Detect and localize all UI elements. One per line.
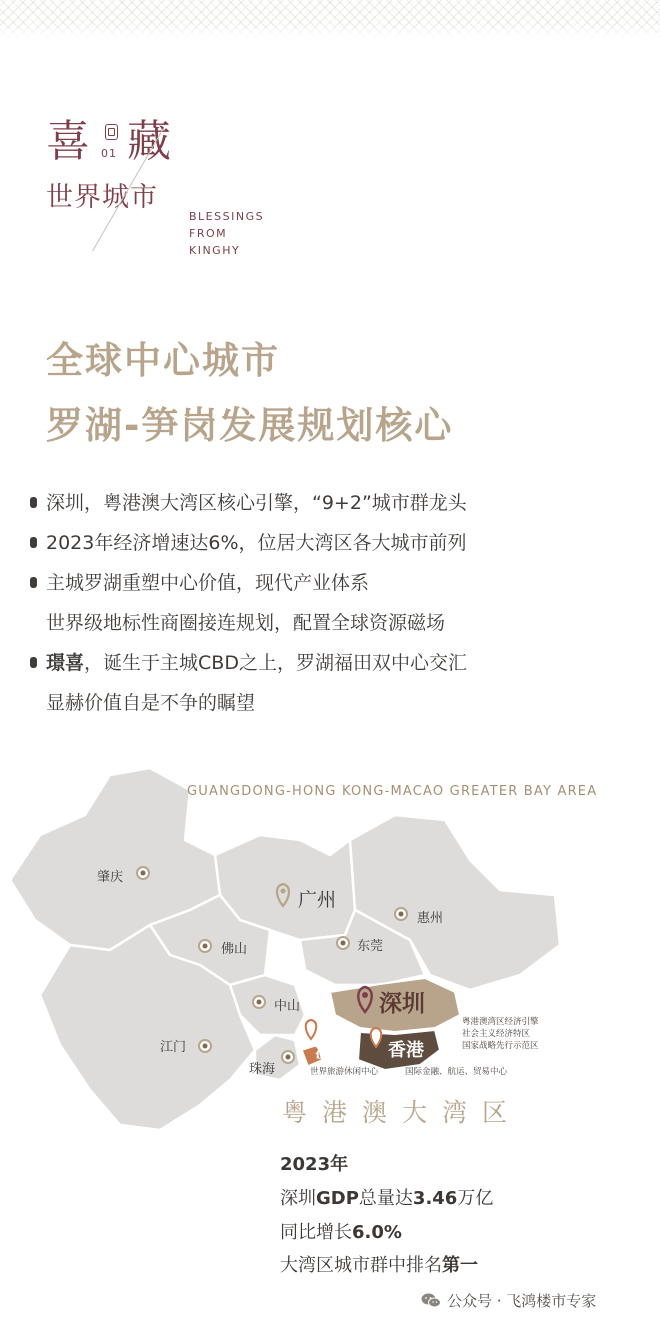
city-label-zhaoqing: 肇庆	[97, 870, 124, 885]
city-label-macau: 澳门	[315, 1041, 351, 1062]
hongkong-note: 国际金融、航运、贸易中心	[405, 1067, 508, 1077]
city-label-hongkong: 香港	[388, 1040, 424, 1061]
stat-year-text: 2023年	[280, 1154, 349, 1175]
title-char-2: 藏	[127, 116, 171, 167]
stat-bold: 第一	[442, 1255, 478, 1276]
stat-text: 万亿	[457, 1188, 494, 1209]
footer-account-text: 公众号 · 飞鸿楼市专家	[447, 1292, 597, 1310]
bullet-icon	[30, 657, 37, 668]
pin-icon	[337, 937, 349, 949]
region-title: 粤港澳大湾区	[282, 1098, 523, 1127]
shenzhen-note: 社会主义经济特区	[462, 1029, 531, 1039]
bullet-continuation: 世界级地标性商圈接连规划，配置全球资源磁场	[46, 612, 446, 634]
decorative-pattern-band	[0, 0, 660, 38]
pin-icon	[253, 996, 265, 1008]
bullet-text: 主城罗湖重塑中心价值，现代产业体系	[46, 572, 370, 594]
bullet-icon	[30, 577, 37, 588]
bullet-text: ，诞生于主城CBD之上，罗湖福田双中心交汇	[84, 652, 467, 674]
blessing-line: KINGHY	[189, 244, 241, 257]
bullet-item	[30, 648, 467, 675]
city-label-jiangmen: 江门	[160, 1040, 187, 1055]
city-label-huizhou: 惠州	[417, 911, 444, 926]
bullet-item	[30, 528, 467, 555]
shenzhen-note: 国家战略先行示范区	[462, 1041, 539, 1051]
city-label-dongguan: 东莞	[357, 939, 384, 954]
bullet-icon	[30, 537, 37, 548]
city-label-shenzhen: 深圳	[379, 991, 425, 1017]
pin-icon	[282, 1051, 294, 1063]
city-label-guangzhou: 广州	[298, 889, 337, 911]
macau-note: 世界旅游休闲中心	[310, 1067, 379, 1077]
bullet-lead: 璟喜	[46, 652, 85, 674]
page-subtitle: 世界城市	[46, 182, 158, 213]
stat-bold: GDP	[316, 1188, 359, 1209]
stat-year	[280, 1150, 348, 1176]
footer-account[interactable]	[421, 1290, 596, 1311]
headline-line-1: 全球中心城市	[46, 339, 280, 382]
stat-text: 大湾区城市群中排名	[280, 1255, 442, 1276]
headline-line-2: 罗湖-笋岗发展规划核心	[46, 404, 454, 447]
bullet-text: 2023年经济增速达6%，位居大湾区各大城市前列	[46, 532, 467, 554]
city-label-foshan: 佛山	[221, 942, 248, 957]
map-caption: GUANGDONG-HONG KONG-MACAO GREATER BAY AREA	[187, 784, 598, 799]
stat-text: 总量达	[358, 1188, 413, 1209]
city-label-zhongshan: 中山	[274, 999, 301, 1014]
issue-number: 01	[101, 147, 117, 160]
wechat-icon	[421, 1293, 441, 1308]
bullet-continuation: 显赫价值自是不争的瞩望	[46, 692, 256, 714]
shenzhen-note: 粤港澳湾区经济引擎	[462, 1017, 539, 1027]
city-label-zhuhai: 珠海	[249, 1062, 276, 1077]
pin-icon	[199, 940, 211, 952]
bay-area-map	[0, 760, 660, 1140]
seal-icon	[105, 124, 118, 140]
bullet-icon	[30, 497, 37, 508]
stat-gdp	[280, 1184, 493, 1210]
bullet-item	[30, 568, 369, 595]
pin-icon	[199, 1040, 211, 1052]
stat-growth	[280, 1218, 402, 1244]
pin-icon	[395, 908, 407, 920]
title-char-1: 喜	[46, 116, 90, 167]
stat-text: 同比增长	[280, 1222, 352, 1243]
bullet-item	[30, 488, 467, 515]
stat-bold: 6.0%	[352, 1222, 402, 1243]
pin-icon	[137, 867, 149, 879]
blessing-line: BLESSINGS	[189, 210, 265, 223]
blessing-line: FROM	[189, 227, 228, 240]
bullet-text: 深圳，粤港澳大湾区核心引擎，“9+2”城市群龙头	[46, 492, 467, 514]
stat-bold: 3.46	[412, 1188, 458, 1209]
stat-rank	[280, 1251, 478, 1277]
stat-text: 深圳	[280, 1188, 316, 1209]
